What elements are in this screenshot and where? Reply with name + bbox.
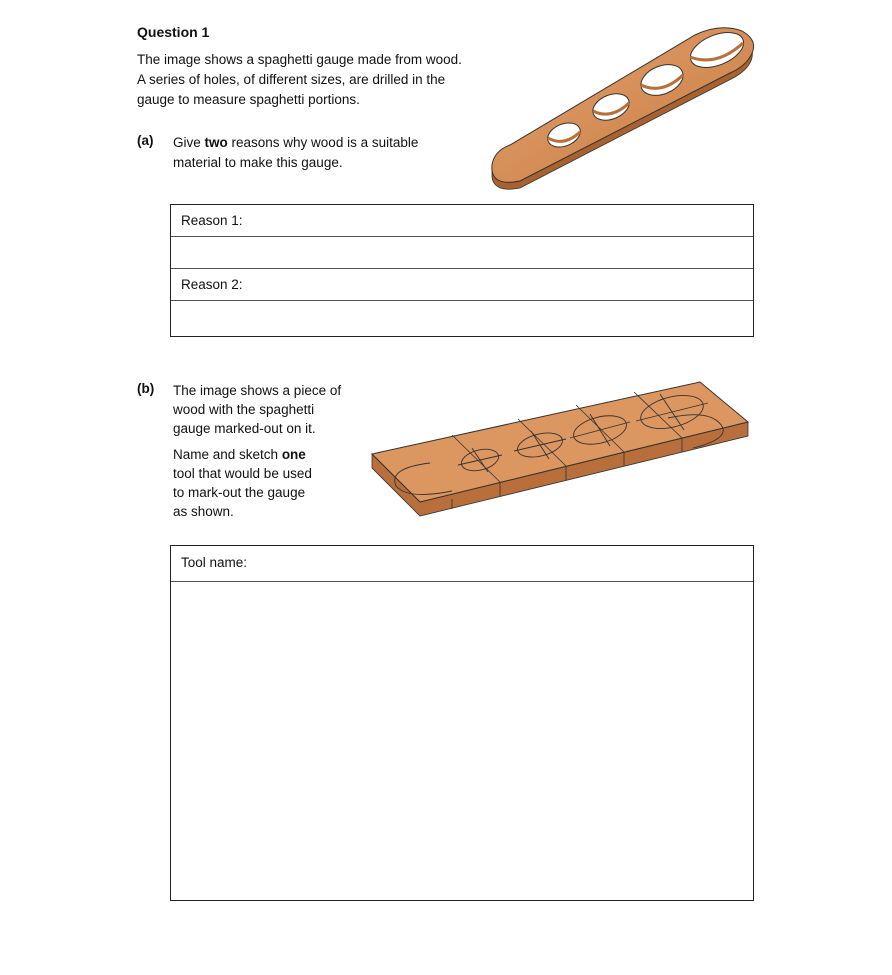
tool-answer-box [170, 545, 754, 901]
part-a-line: material to make this gauge. [173, 155, 343, 170]
intro-line: The image shows a spaghetti gauge made from wood. [137, 52, 462, 67]
reason-2-label: Reason 2: [181, 277, 243, 292]
part-a-line [173, 133, 418, 153]
text-fragment: Give [173, 135, 205, 150]
emphasis-text: one [281, 447, 306, 462]
intro-line: A series of holes, of different sizes, are drilled in the [137, 72, 446, 87]
part-b-line: tool that would be used [173, 466, 312, 481]
text-fragment: reasons why wood is a suitable [227, 135, 419, 150]
part-a-question [173, 133, 418, 173]
part-b-line [173, 445, 312, 464]
emphasis-text: two [204, 135, 228, 150]
tool-name-label: Tool name: [181, 555, 248, 570]
part-b-description [173, 381, 341, 438]
part-b-label: (b) [137, 381, 155, 396]
reason-1-answer-line[interactable] [171, 237, 753, 269]
reason-2-answer-line[interactable] [171, 301, 753, 334]
intro-line: gauge to measure spaghetti portions. [137, 92, 360, 107]
part-b-line: as shown. [173, 504, 234, 519]
spaghetti-gauge-image [480, 25, 760, 195]
part-b-line: wood with the spaghetti [173, 402, 315, 417]
marked-out-board-image [368, 378, 753, 520]
part-b-line: to mark-out the gauge [173, 485, 306, 500]
part-b-instruction [173, 445, 312, 521]
part-b-line: gauge marked-out on it. [173, 421, 316, 436]
tool-name-row[interactable] [171, 546, 753, 582]
reason-1-row[interactable] [171, 205, 753, 237]
part-b-line: The image shows a piece of [173, 383, 342, 398]
text-fragment: Name and sketch [173, 447, 282, 462]
question-title: Question 1 [137, 24, 210, 40]
sketch-area[interactable] [171, 582, 753, 898]
part-a-label: (a) [137, 133, 154, 148]
reason-1-label: Reason 1: [181, 213, 243, 228]
reason-2-row[interactable] [171, 269, 753, 301]
question-intro [137, 50, 497, 110]
reasons-answer-box [170, 204, 754, 337]
